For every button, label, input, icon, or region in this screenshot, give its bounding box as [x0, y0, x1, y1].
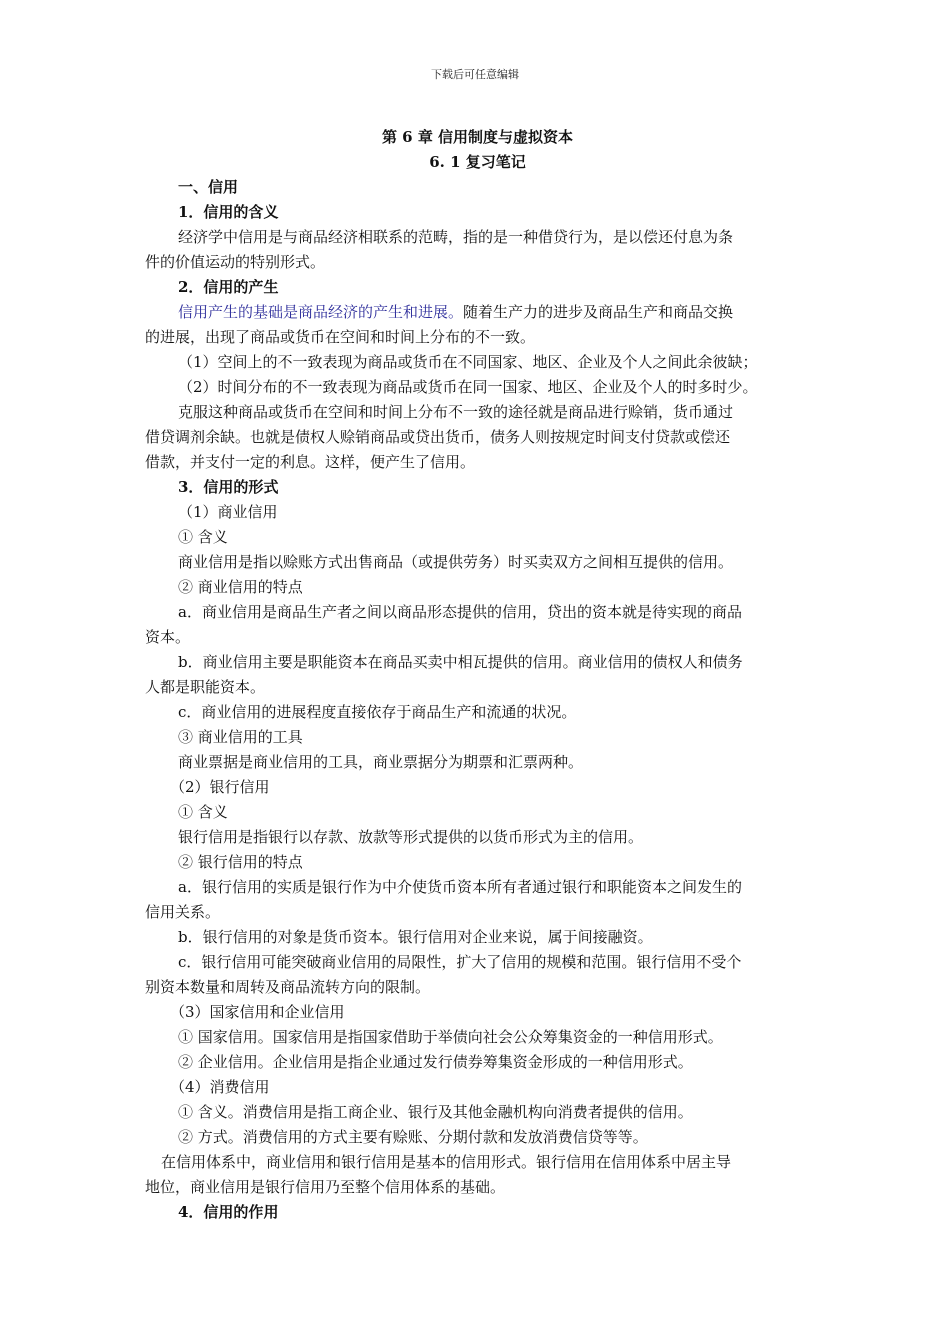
- line-text: ① 含义: [178, 528, 228, 546]
- line-text: 3．信用的形式: [178, 478, 279, 496]
- text-line: [145, 725, 810, 750]
- line-text: 借贷调剂余缺。也就是债权人赊销商品或贷出货币，债务人则按规定时间支付贷款或偿还: [145, 428, 731, 446]
- line-text: 的进展，出现了商品或货币在空间和时间上分布的不一致。: [145, 328, 536, 346]
- text-line: [145, 425, 810, 450]
- text-line: [145, 1175, 810, 1200]
- text-line: [145, 525, 810, 550]
- line-text: 1．信用的含义: [178, 203, 279, 221]
- text-line: [145, 750, 810, 775]
- text-line: [145, 1075, 810, 1100]
- line-text: （4）消费信用: [170, 1078, 270, 1096]
- text-line: [145, 950, 810, 975]
- line-text: 借款，并支付一定的利息。这样，便产生了信用。: [145, 453, 476, 471]
- line-text: 克服这种商品或货币在空间和时间上分布不一致的途径就是商品进行赊销，货币通过: [178, 403, 734, 421]
- text-lines: [145, 175, 810, 1225]
- text-line: [145, 1000, 810, 1025]
- text-line: [145, 875, 810, 900]
- text-line: [145, 575, 810, 600]
- line-text: 2．信用的产生: [178, 278, 279, 296]
- section-title: 6. 1 复习笔记: [429, 153, 526, 171]
- text-line: [145, 175, 810, 200]
- line-text: ① 含义: [178, 803, 228, 821]
- text-line: [145, 825, 810, 850]
- line-text: 随着生产力的进步及商品生产和商品交换: [463, 303, 734, 321]
- line-text: c．商业信用的进展程度直接依存于商品生产和流通的状况。: [178, 703, 577, 721]
- line-text: 商业票据是商业信用的工具，商业票据分为期票和汇票两种。: [178, 753, 584, 771]
- text-line: [145, 850, 810, 875]
- text-line: [145, 1125, 810, 1150]
- line-text: c．银行信用可能突破商业信用的局限性，扩大了信用的规模和范围。银行信用不受个: [178, 953, 742, 971]
- text-line: [145, 400, 810, 425]
- highlighted-text: 信用产生的基础是商品经济的产生和进展。: [178, 303, 464, 321]
- text-line: [145, 800, 810, 825]
- text-line: [145, 450, 810, 475]
- text-line: [145, 1100, 810, 1125]
- text-line: [145, 900, 810, 925]
- text-line: [145, 225, 810, 250]
- line-text: 地位，商业信用是银行信用乃至整个信用体系的基础。: [145, 1178, 506, 1196]
- chapter-title: 第 6 章 信用制度与虚拟资本: [381, 128, 574, 146]
- line-text: 银行信用是指银行以存款、放款等形式提供的以货币形式为主的信用。: [178, 828, 644, 846]
- text-line: [145, 675, 810, 700]
- line-text: 经济学中信用是与商品经济相联系的范畴，指的是一种借贷行为，是以偿还付息为条: [178, 228, 734, 246]
- text-line: [145, 775, 810, 800]
- line-text: 别资本数量和周转及商品流转方向的限制。: [145, 978, 431, 996]
- text-line: [145, 325, 810, 350]
- line-text: （1）商业信用: [178, 503, 278, 521]
- line-text: ② 商业信用的特点: [178, 578, 303, 596]
- text-line: [145, 300, 810, 325]
- text-line: [145, 500, 810, 525]
- text-line: [145, 350, 810, 375]
- text-line: [145, 275, 810, 300]
- text-line: [145, 1050, 810, 1075]
- line-text: 商业信用是指以赊账方式出售商品（或提供劳务）时买卖双方之间相互提供的信用。: [178, 553, 734, 571]
- text-line: [145, 975, 810, 1000]
- line-text: ③ 商业信用的工具: [178, 728, 303, 746]
- line-text: （1）空间上的不一致表现为商品或货币在不同国家、地区、企业及个人之间此余彼缺；: [178, 353, 758, 371]
- text-line: [145, 475, 810, 500]
- text-line: [145, 925, 810, 950]
- text-line: [145, 1200, 810, 1225]
- line-text: b．银行信用的对象是货币资本。银行信用对企业来说，属于间接融资。: [178, 928, 653, 946]
- line-text: （2）银行信用: [170, 778, 270, 796]
- line-text: 人都是职能资本。: [145, 678, 266, 696]
- line-text: ① 含义。消费信用是指工商企业、银行及其他金融机构向消费者提供的信用。: [178, 1103, 693, 1121]
- text-line: [145, 625, 810, 650]
- text-line: [145, 1150, 810, 1175]
- line-text: ② 企业信用。企业信用是指企业通过发行债券筹集资金形成的一种信用形式。: [178, 1053, 693, 1071]
- text-line: [145, 250, 810, 275]
- line-text: （2）时间分布的不一致表现为商品或货币在同一国家、地区、企业及个人的时多时少。: [178, 378, 758, 396]
- line-text: ② 方式。消费信用的方式主要有赊账、分期付款和发放消费信贷等等。: [178, 1128, 648, 1146]
- text-line: [145, 200, 810, 225]
- line-text: a．银行信用的实质是银行作为中介使货币资本所有者通过银行和职能资本之间发生的: [178, 878, 742, 896]
- line-text: 件的价值运动的特别形式。: [145, 253, 326, 271]
- text-line: [145, 1025, 810, 1050]
- line-text: 信用关系。: [145, 903, 221, 921]
- text-line: [145, 650, 810, 675]
- text-line: [145, 550, 810, 575]
- line-text: ② 银行信用的特点: [178, 853, 303, 871]
- page-header: 下载后可任意编辑: [431, 68, 519, 81]
- line-text: 在信用体系中，商业信用和银行信用是基本的信用形式。银行信用在信用体系中居主导: [161, 1153, 732, 1171]
- line-text: ① 国家信用。国家信用是指国家借助于举债向社会公众筹集资金的一种信用形式。: [178, 1028, 723, 1046]
- text-line: [145, 600, 810, 625]
- line-text: 一、信用: [178, 178, 239, 196]
- line-text: （3）国家信用和企业信用: [170, 1003, 345, 1021]
- line-text: 资本。: [145, 628, 191, 646]
- text-line: [145, 700, 810, 725]
- text-line: [145, 375, 810, 400]
- document-body: [145, 125, 810, 1225]
- line-text: a．商业信用是商品生产者之间以商品形态提供的信用，贷出的资本就是待实现的商品: [178, 603, 742, 621]
- line-text: b．商业信用主要是职能资本在商品买卖中相瓦提供的信用。商业信用的债权人和债务: [178, 653, 743, 671]
- line-text: 4．信用的作用: [178, 1203, 279, 1221]
